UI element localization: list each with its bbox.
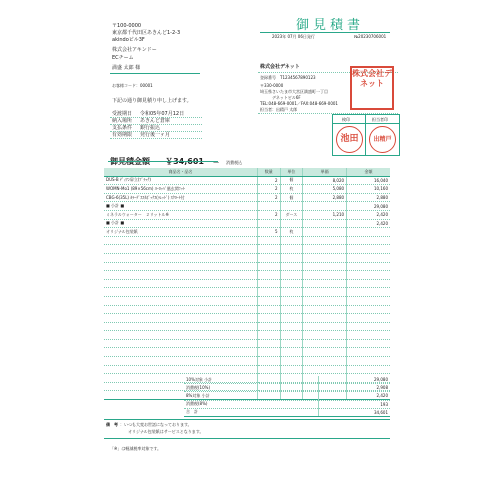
qty-cell [257,296,280,305]
amount-cell: 2,420 [347,210,390,219]
item-name-cell [104,253,257,262]
issuer-tel-fax: TEL:048-669-0001／FAX:048-669-0001 [260,101,338,106]
table-row [104,331,390,340]
amount-cell [347,314,390,323]
company-seal [350,66,394,110]
unit-cell [280,331,303,340]
approval-box-divider [365,115,366,155]
items-table [104,168,390,400]
qty-cell: 2 [257,193,280,202]
item-name-cell [104,245,257,254]
summary-label: 10%対象 小計 [184,376,319,384]
amount-cell [347,322,390,331]
approval-label-check: 検印 [342,117,350,122]
summary-value: 29,080 [319,376,391,384]
document-number: №20230706001 [354,34,387,39]
item-name-cell: オリジナル包装紙 [104,228,257,237]
approval-box [332,114,400,156]
amount-cell [347,279,390,288]
unit-price-cell [303,202,347,211]
term-value: 銀行振込 [140,125,161,131]
issuer-postal: 〒330-0000 [260,83,284,88]
table-row [104,253,390,262]
item-name-cell [104,296,257,305]
summary-row [184,408,390,416]
summary-row [184,384,390,392]
term-divider [110,124,202,125]
term-divider [110,131,202,132]
amount-cell: 29,080 [347,202,390,211]
amount-cell: 2,420 [347,219,390,228]
approval-label-staff: 担当者印 [372,117,388,122]
term-value: 令和05年07月12日 [140,111,185,117]
header-unit: 単位 [280,168,303,176]
unit-price-cell [303,322,347,331]
unit-price-cell: 5,080 [303,185,347,194]
document-title: 御見積書 [295,18,364,33]
unit-cell [280,365,303,374]
unit-price-cell [303,228,347,237]
unit-price-cell [303,279,347,288]
unit-cell [280,357,303,366]
unit-cell [280,305,303,314]
remarks-line1: ：いつも大変お世話になっております。 [120,422,192,427]
header-item-name: 商品名・品名 [104,168,257,176]
unit-price-cell [303,219,347,228]
qty-cell [257,245,280,254]
summary-value: 34,601 [319,408,391,416]
item-name-cell: ミネラルウォーター ２リットル※ [104,210,257,219]
intro-text: 下記の通り御見積り申し上げます。 [112,98,192,104]
qty-cell [257,236,280,245]
unit-cell [280,236,303,245]
item-name-cell [104,236,257,245]
table-row [104,210,390,219]
summary-row [184,376,390,384]
unit-price-cell [303,339,347,348]
header-unit-price: 単価 [303,168,347,176]
unit-cell [280,253,303,262]
unit-cell [280,245,303,254]
qty-cell [257,357,280,366]
unit-price-cell [303,357,347,366]
item-name-cell [104,305,257,314]
item-name-cell: WOMN-Mo1 (89×56cm) ﾖｰﾛｯﾊﾟ風玄関ﾏｯﾄ [104,185,257,194]
unit-price-cell [303,305,347,314]
term-value: あきんど倉庫 [140,118,171,124]
qty-cell: 2 [257,210,280,219]
qty-cell: 2 [257,176,280,185]
issuer-address2: デネットビル6F [272,95,301,100]
total-label: 御見積金額 [110,157,150,166]
recipient-team: ECチーム [112,55,134,61]
table-row [104,279,390,288]
issue-date: 2023年 07月 06日発行 [272,34,315,39]
summary-value: 2,420 [319,392,391,400]
table-row [104,314,390,323]
seal-left-text: 池田 [340,134,359,144]
amount-cell [347,236,390,245]
unit-cell [280,322,303,331]
amount-cell: 16,040 [347,176,390,185]
unit-cell: 個 [280,193,303,202]
amount-cell: 10,160 [347,185,390,194]
unit-cell: ダース [280,210,303,219]
unit-cell: 個 [280,176,303,185]
recipient-postal: 〒100-0000 [112,23,142,29]
table-row [104,185,390,194]
seal-right-text: 出精戸 [373,136,392,143]
qty-cell [257,331,280,340]
summary-value: 193 [319,400,391,408]
unit-price-cell [303,271,347,280]
qty-cell: 5 [257,228,280,237]
header-amount: 金額 [347,168,390,176]
recipient-underline [110,73,200,74]
unit-price-cell [303,288,347,297]
summary-label: 8%対象 小計 [184,392,319,400]
qty-cell [257,365,280,374]
table-row [104,365,390,374]
item-name-cell: ■ 小計 ■ [104,202,257,211]
seal-right [369,126,396,153]
amount-cell [347,348,390,357]
amount-cell [347,245,390,254]
amount-cell [347,365,390,374]
amount-cell [347,262,390,271]
term-label: 支払条件 [112,125,133,131]
summary-row [184,400,390,408]
qty-cell [257,219,280,228]
unit-price-cell: 8,020 [303,176,347,185]
unit-price-cell [303,236,347,245]
unit-cell [280,202,303,211]
qty-cell [257,322,280,331]
item-name-cell [104,279,257,288]
issuer-person: 担当者：出精戸 太郎 [260,107,298,112]
unit-cell: 枚 [280,185,303,194]
unit-price-cell [303,245,347,254]
unit-price-cell [303,296,347,305]
header-qty: 数量 [257,168,280,176]
item-name-cell [104,365,257,374]
summary-row [184,392,390,400]
table-row [104,245,390,254]
total-amount: ￥34,601 [165,157,204,166]
unit-price-cell [303,262,347,271]
term-divider [110,138,202,139]
issuer-address1: 埼玉県さいたま市大宮区満盛町一丁目 [260,89,328,94]
unit-price-cell [303,253,347,262]
table-row [104,357,390,366]
customer-code: お客様コード：00001 [112,83,153,88]
unit-price-cell: 1,210 [303,210,347,219]
approval-box-divider [333,123,399,124]
total-note: 消費税込 [226,160,243,165]
table-row [104,202,390,211]
remarks-box [104,419,390,439]
table-row [104,288,390,297]
issuer-reg-label: 登録番号 [260,75,276,80]
recipient-company: 株式会社アキンドー [112,47,157,53]
item-name-cell [104,288,257,297]
amount-cell [347,288,390,297]
table-header-row [104,168,390,176]
recipient-address1: 東京都千代田区あきんど1-2-3 [112,30,181,36]
summary-table [184,376,390,417]
unit-price-cell [303,314,347,323]
amount-cell [347,296,390,305]
item-name-cell [104,314,257,323]
item-name-cell [104,262,257,271]
qty-cell [257,305,280,314]
item-name-cell [104,271,257,280]
table-row [104,348,390,357]
recipient-person: 満盛 太郎 様 [112,65,141,71]
footnote: 「※」は軽減税率対象です。 [110,446,162,451]
amount-cell [347,339,390,348]
amount-cell [347,228,390,237]
unit-cell [280,339,303,348]
unit-cell [280,348,303,357]
qty-cell [257,202,280,211]
item-name-cell [104,339,257,348]
term-label: 受渡期日 [112,111,133,117]
unit-price-cell [303,348,347,357]
qty-cell [257,279,280,288]
issuer-company: 株式会社デネット [260,64,300,70]
qty-cell [257,288,280,297]
qty-cell [257,262,280,271]
seal-left [336,126,363,153]
item-name-cell [104,322,257,331]
item-name-cell [104,331,257,340]
unit-cell: 枚 [280,228,303,237]
term-divider [110,117,202,118]
qty-cell [257,253,280,262]
amount-cell [347,305,390,314]
term-label: 納入場所 [112,118,133,124]
amount-cell: 2,880 [347,193,390,202]
unit-price-cell [303,365,347,374]
unit-price-cell [303,331,347,340]
unit-cell [280,288,303,297]
term-label: 有効期限 [112,132,133,138]
summary-label: 合 計 [184,408,319,416]
unit-cell [280,262,303,271]
remarks-label: 備 考 [106,422,118,427]
table-row [104,305,390,314]
amount-cell [347,253,390,262]
qty-cell [257,348,280,357]
unit-price-cell: 2,880 [303,193,347,202]
summary-value: 2,908 [319,384,391,392]
table-row [104,262,390,271]
amount-cell [347,357,390,366]
remarks-line2: オリジナル包装紙はサービスとなります。 [128,429,204,434]
table-row [104,339,390,348]
table-row [104,228,390,237]
table-row [104,296,390,305]
qty-cell [257,314,280,323]
unit-cell [280,219,303,228]
qty-cell: 2 [257,185,280,194]
recipient-address2: akindoビル3F [112,37,145,43]
table-row [104,219,390,228]
title-divider [260,32,390,33]
item-name-cell: DUS-B ﾃﾞｨｱﾝ扉立(ﾌﾞﾗｯｸ) [104,176,257,185]
qty-cell [257,339,280,348]
company-seal-text: 株式会社デネット [352,69,392,88]
item-name-cell: ■ 小計 ■ [104,219,257,228]
amount-cell [347,331,390,340]
unit-cell [280,271,303,280]
term-value: 発行後一ヶ月 [140,132,171,138]
unit-cell [280,296,303,305]
amount-cell [347,271,390,280]
total-underline [108,161,218,162]
unit-cell [280,279,303,288]
item-name-cell [104,348,257,357]
table-row [104,322,390,331]
total-dash: — [213,159,220,166]
table-row [104,176,390,185]
table-row [104,236,390,245]
total-amount-block [110,149,242,168]
summary-label: 消費税(10%) [184,384,319,392]
summary-label: 消費税(8%) [184,400,319,408]
qty-cell [257,271,280,280]
item-name-cell [104,357,257,366]
issuer-reg-number: T1234567890123 [280,75,316,80]
table-row [104,271,390,280]
table-row [104,193,390,202]
unit-cell [280,314,303,323]
item-name-cell: CBG-6(35L) ｶﾗｰﾃﾞｽｽﾀﾎﾞｯｸｽ(ﾗﾚｯﾄﾞ) ｽｸﾛｰﾄ付 [104,193,257,202]
